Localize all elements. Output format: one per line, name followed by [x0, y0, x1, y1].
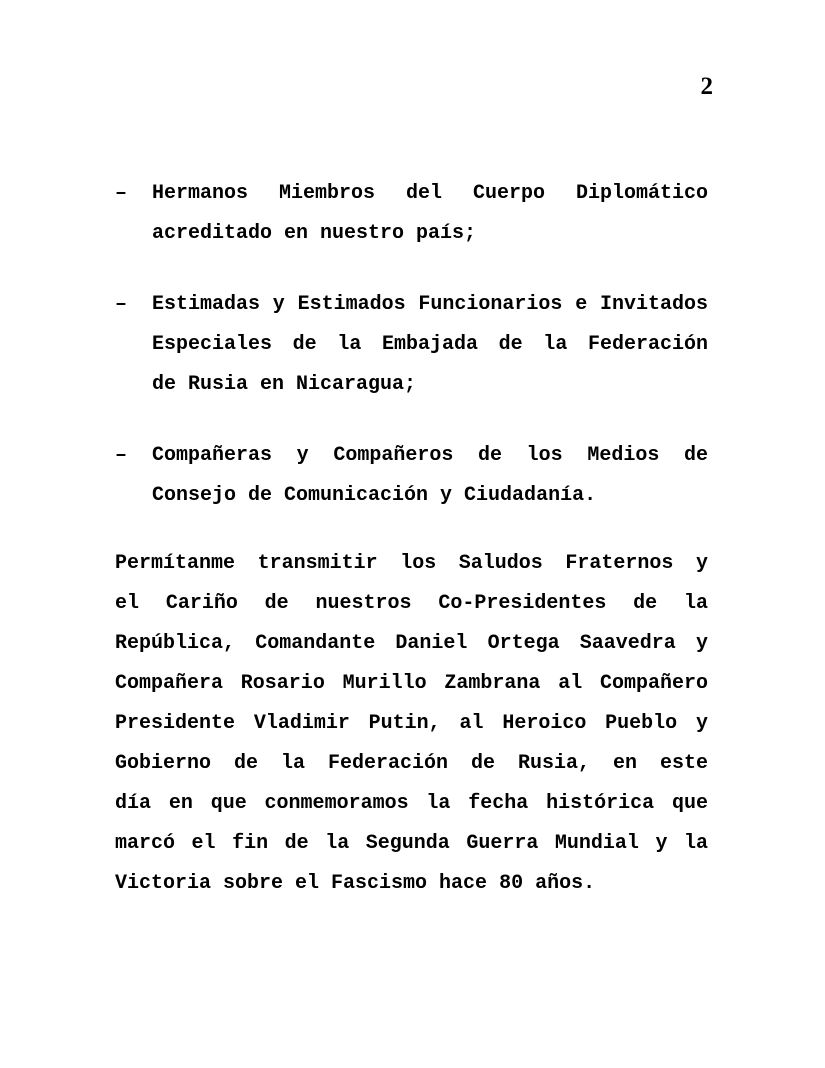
paragraph-line: marcó el fin de la Segunda Guerra Mundial y la	[115, 832, 708, 855]
page-number: 2	[700, 73, 713, 100]
salutation-item	[115, 174, 708, 254]
bullet-dash: –	[115, 293, 128, 316]
paragraph-line: República, Comandante Daniel Ortega Saavedra y	[115, 632, 708, 655]
document-content	[115, 174, 708, 904]
bullet-dash: –	[115, 182, 128, 205]
greeting-paragraph	[115, 544, 708, 904]
salutation-line: Consejo de Comunicación y Ciudadanía.	[152, 484, 597, 507]
salutation-line: Especiales de la Embajada de la Federación	[152, 333, 708, 356]
salutation-line: acreditado en nuestro país;	[152, 222, 477, 245]
bullet-dash: –	[115, 444, 128, 467]
salutation-item	[115, 436, 708, 516]
paragraph-line: Gobierno de la Federación de Rusia, en este	[115, 752, 708, 775]
salutation-line: Hermanos Miembros del Cuerpo Diplomático	[152, 182, 708, 205]
paragraph-line: Presidente Vladimir Putin, al Heroico Pueblo y	[115, 712, 708, 735]
salutation-line: de Rusia en Nicaragua;	[152, 373, 417, 396]
paragraph-line: Permítanme transmitir los Saludos Fraternos y	[115, 552, 708, 575]
salutation-item	[115, 285, 708, 405]
salutation-line: Compañeras y Compañeros de los Medios de	[152, 444, 708, 467]
paragraph-line: día en que conmemoramos la fecha histórica que	[115, 792, 708, 815]
paragraph-line: Compañera Rosario Murillo Zambrana al Compañero	[115, 672, 708, 695]
paragraph-line: Victoria sobre el Fascismo hace 80 años.	[115, 872, 596, 895]
salutation-line: Estimadas y Estimados Funcionarios e Invitados	[152, 293, 708, 316]
paragraph-line: el Cariño de nuestros Co-Presidentes de la	[115, 592, 708, 615]
